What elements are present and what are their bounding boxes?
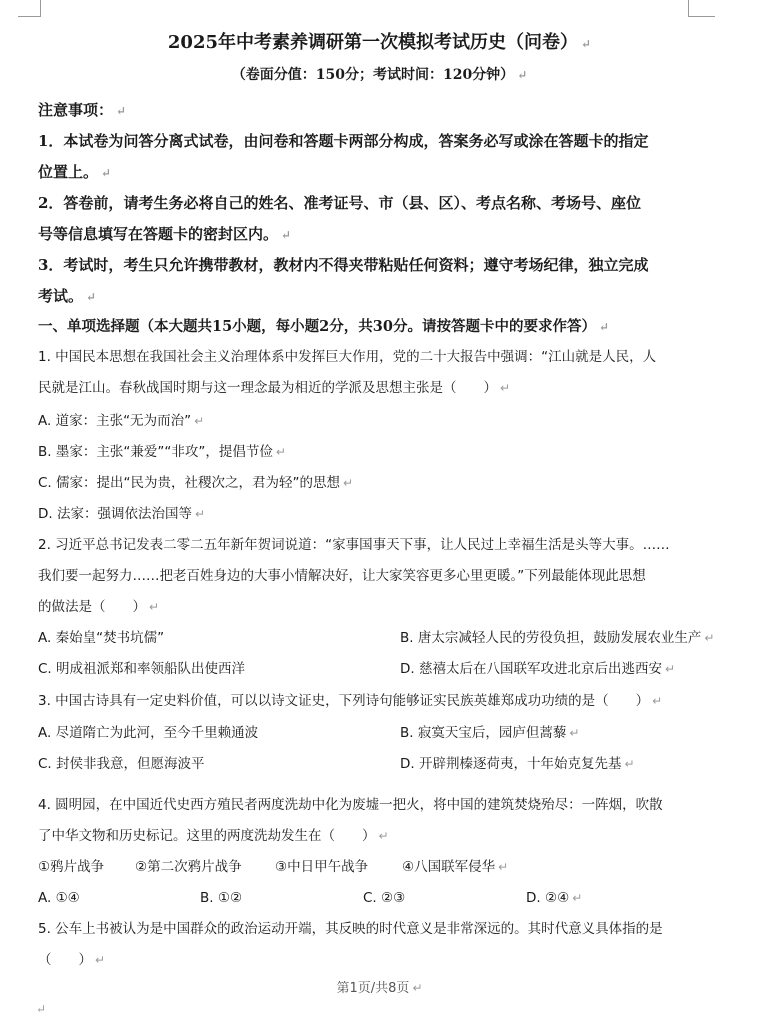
question-1-stem: 1. 中国民本思想在我国社会主义治理体系中发挥巨大作用，党的二十大报告中强调：“江山就是人民，人 <box>38 349 657 365</box>
question-3-option-b: B. 寂寞天宝后，园庐但蒿藜 ↵ <box>400 725 580 741</box>
crop-mark-top-right <box>688 0 715 17</box>
question-4-stem: 了中华文物和历史标记。这里的两度洗劫发生在（ ） ↵ <box>38 828 389 844</box>
question-5-stem: （ ） ↵ <box>38 952 106 968</box>
question-1-option-a: A. 道家：主张“无为而治” ↵ <box>38 413 205 429</box>
question-4-item-1: ①鸦片战争 <box>38 859 105 875</box>
question-4-option-c: C. ②③ <box>363 890 406 906</box>
question-1-option-b: B. 墨家：主张“兼爱”“非攻”，提倡节俭 ↵ <box>38 444 286 460</box>
question-4-options-row <box>38 892 728 906</box>
question-4-item-4: ④八国联军侵华 ↵ <box>402 859 509 875</box>
notice-line: 位置上。 ↵ <box>38 163 112 181</box>
question-4-item-2: ②第二次鸦片战争 <box>135 859 242 875</box>
notice-line: 号等信息填写在答题卡的密封区内。 ↵ <box>38 225 292 243</box>
page-title: 2025年中考素养调研第一次模拟考试历史（问卷） ↵ <box>167 32 592 53</box>
question-3-options-row <box>38 727 728 741</box>
question-5-stem: 5. 公车上书被认为是中国群众的政治运动开端，其反映的时代意义是非常深远的。其时代意义具体指的是 <box>38 921 663 937</box>
notice-line: 2．答卷前，请考生务必将自己的姓名、准考证号、市（县、区）、考点名称、考场号、座位 <box>38 194 641 212</box>
question-2-stem: 的做法是（ ） ↵ <box>38 599 160 615</box>
notice-line: 考试。 ↵ <box>38 287 97 305</box>
question-3-option-c: C. 封侯非我意，但愿海波平 <box>38 756 205 772</box>
question-4-option-d: D. ②④ ↵ <box>526 890 583 906</box>
paragraph-mark: ↵ <box>36 1002 47 1016</box>
question-4-option-a: A. ①④ <box>38 890 80 906</box>
question-1-option-d: D. 法家：强调依法治国等 ↵ <box>38 506 206 522</box>
question-2-option-d: D. 慈禧太后在八国联军攻进北京后出逃西安 ↵ <box>400 661 676 677</box>
question-2-option-a: A. 秦始皇“焚书坑儒” <box>38 630 165 646</box>
question-1-stem: 民就是江山。春秋战国时期与这一理念最为相近的学派及思想主张是（ ） ↵ <box>38 380 511 396</box>
question-4-items-row <box>38 861 728 875</box>
page-number: 第1页/共8页 ↵ <box>336 981 423 996</box>
notice-line: 1．本试卷为问答分离式试卷，由问卷和答题卡两部分构成，答案务必写或涂在答题卡的指定 <box>38 132 649 150</box>
question-1-option-c: C. 儒家：提出“民为贵，社稷次之，君为轻”的思想 ↵ <box>38 475 354 491</box>
page-subtitle: （卷面分值：150分；考试时间：120分钟） ↵ <box>231 67 528 83</box>
question-3-options-row <box>38 758 728 772</box>
notice-line: 3．考试时，考生只允许携带教材，教材内不得夹带粘贴任何资料；遵守考场纪律，独立完成 <box>38 256 649 274</box>
section-heading: 一、单项选择题（本大题共15小题，每小题2分，共30分。请按答题卡中的要求作答） ↵ <box>38 318 610 335</box>
question-2-stem: 我们要一起努力……把老百姓身边的大事小情解决好，让大家笑容更多心里更暖。”下列最能体现此思想 <box>38 568 646 584</box>
question-3-option-d: D. 开辟荆榛逐荷夷，十年始克复先基 ↵ <box>400 756 635 772</box>
question-3-option-a: A. 尽道隋亡为此河，至今千里赖通波 <box>38 725 259 741</box>
question-4-option-b: B. ①② <box>200 890 243 906</box>
question-2-options-row <box>38 663 728 677</box>
question-4-item-3: ③中日甲午战争 <box>275 859 369 875</box>
question-2-options-row <box>38 632 728 646</box>
question-4-stem: 4. 圆明园，在中国近代史西方殖民者两度洗劫中化为废墟一把火，将中国的建筑焚烧殆尽：一阵烟，吹散 <box>38 797 663 813</box>
question-3-stem: 3. 中国古诗具有一定史料价值，可以以诗文证史，下列诗句能够证实民族英雄郑成功功绩的是（ ） ↵ <box>38 693 663 709</box>
crop-mark-top-left <box>18 0 41 17</box>
question-2-stem: 2. 习近平总书记发表二零二五年新年贺词说道：“家事国事天下事，让人民过上幸福生活是头等大事。…… <box>38 537 670 553</box>
question-2-option-b: B. 唐太宗减轻人民的劳役负担，鼓励发展农业生产 ↵ <box>400 630 715 646</box>
question-2-option-c: C. 明成祖派郑和率领船队出使西洋 <box>38 661 246 677</box>
notice-heading: 注意事项： ↵ <box>38 101 127 119</box>
